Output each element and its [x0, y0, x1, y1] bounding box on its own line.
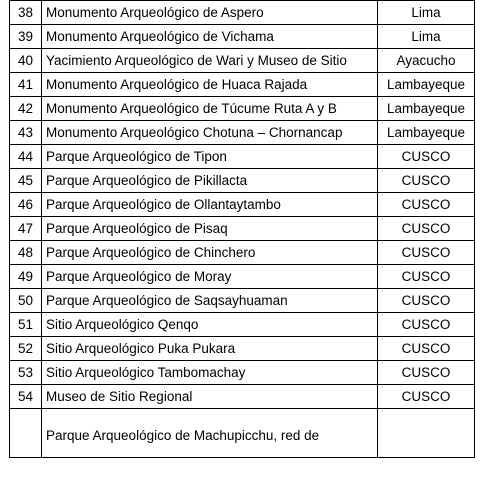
row-number: 51 — [10, 313, 42, 337]
table-row — [10, 145, 475, 169]
table-row-partial — [10, 409, 475, 458]
site-name: Parque Arqueológico de Pikillacta — [42, 169, 378, 193]
table-row — [10, 385, 475, 409]
site-name — [42, 409, 378, 458]
region-name: CUSCO — [378, 145, 475, 169]
region-name: Lima — [378, 1, 475, 25]
region-name — [378, 409, 475, 458]
table-row — [10, 265, 475, 289]
region-name: CUSCO — [378, 313, 475, 337]
row-number: 47 — [10, 217, 42, 241]
region-name: CUSCO — [378, 241, 475, 265]
region-name: Lambayeque — [378, 121, 475, 145]
site-name: Monumento Arqueológico de Vichama — [42, 25, 378, 49]
table-row — [10, 241, 475, 265]
region-name: CUSCO — [378, 289, 475, 313]
table-row — [10, 97, 475, 121]
row-number: 49 — [10, 265, 42, 289]
row-number: 52 — [10, 337, 42, 361]
row-number: 42 — [10, 97, 42, 121]
table-row — [10, 49, 475, 73]
site-name: Sitio Arqueológico Puka Pukara — [42, 337, 378, 361]
region-name: CUSCO — [378, 193, 475, 217]
row-number: 46 — [10, 193, 42, 217]
site-name: Museo de Sitio Regional — [42, 385, 378, 409]
sites-table-container — [9, 0, 474, 458]
site-name: Parque Arqueológico de Tipon — [42, 145, 378, 169]
site-name: Sitio Arqueológico Qenqo — [42, 313, 378, 337]
table-row — [10, 217, 475, 241]
row-number: 45 — [10, 169, 42, 193]
table-row — [10, 73, 475, 97]
site-name: Parque Arqueológico de Pisaq — [42, 217, 378, 241]
site-name: Monumento Arqueológico Chotuna – Chornancap — [42, 121, 378, 145]
site-name: Parque Arqueológico de Chinchero — [42, 241, 378, 265]
row-number: 53 — [10, 361, 42, 385]
sites-table — [9, 0, 475, 458]
table-row — [10, 121, 475, 145]
site-name: Monumento Arqueológico de Aspero — [42, 1, 378, 25]
site-name: Parque Arqueológico de Moray — [42, 265, 378, 289]
region-name: Ayacucho — [378, 49, 475, 73]
row-number: 41 — [10, 73, 42, 97]
site-name: Parque Arqueológico de Ollantaytambo — [42, 193, 378, 217]
row-number: 50 — [10, 289, 42, 313]
site-name: Monumento Arqueológico de Huaca Rajada — [42, 73, 378, 97]
table-row — [10, 361, 475, 385]
table-row — [10, 193, 475, 217]
site-name: Sitio Arqueológico Tambomachay — [42, 361, 378, 385]
site-name: Parque Arqueológico de Saqsayhuaman — [42, 289, 378, 313]
row-number: 43 — [10, 121, 42, 145]
table-row — [10, 25, 475, 49]
region-name: CUSCO — [378, 217, 475, 241]
region-name: CUSCO — [378, 385, 475, 409]
site-name: Monumento Arqueológico de Túcume Ruta A y B — [42, 97, 378, 121]
table-row — [10, 313, 475, 337]
site-name-line: Parque Arqueológico de Machupicchu, red de — [46, 427, 320, 443]
table-row — [10, 337, 475, 361]
table-row — [10, 289, 475, 313]
region-name: CUSCO — [378, 361, 475, 385]
row-number: 54 — [10, 385, 42, 409]
site-name: Yacimiento Arqueológico de Wari y Museo de Sitio — [42, 49, 378, 73]
table-row — [10, 169, 475, 193]
table-row — [10, 1, 475, 25]
region-name: Lambayeque — [378, 97, 475, 121]
sites-table-body — [10, 1, 475, 458]
row-number: 48 — [10, 241, 42, 265]
region-name: Lima — [378, 25, 475, 49]
row-number: 44 — [10, 145, 42, 169]
region-name: Lambayeque — [378, 73, 475, 97]
row-number: 40 — [10, 49, 42, 73]
region-name: CUSCO — [378, 337, 475, 361]
row-number: 39 — [10, 25, 42, 49]
row-number — [10, 409, 42, 458]
region-name: CUSCO — [378, 265, 475, 289]
region-name: CUSCO — [378, 169, 475, 193]
row-number: 38 — [10, 1, 42, 25]
